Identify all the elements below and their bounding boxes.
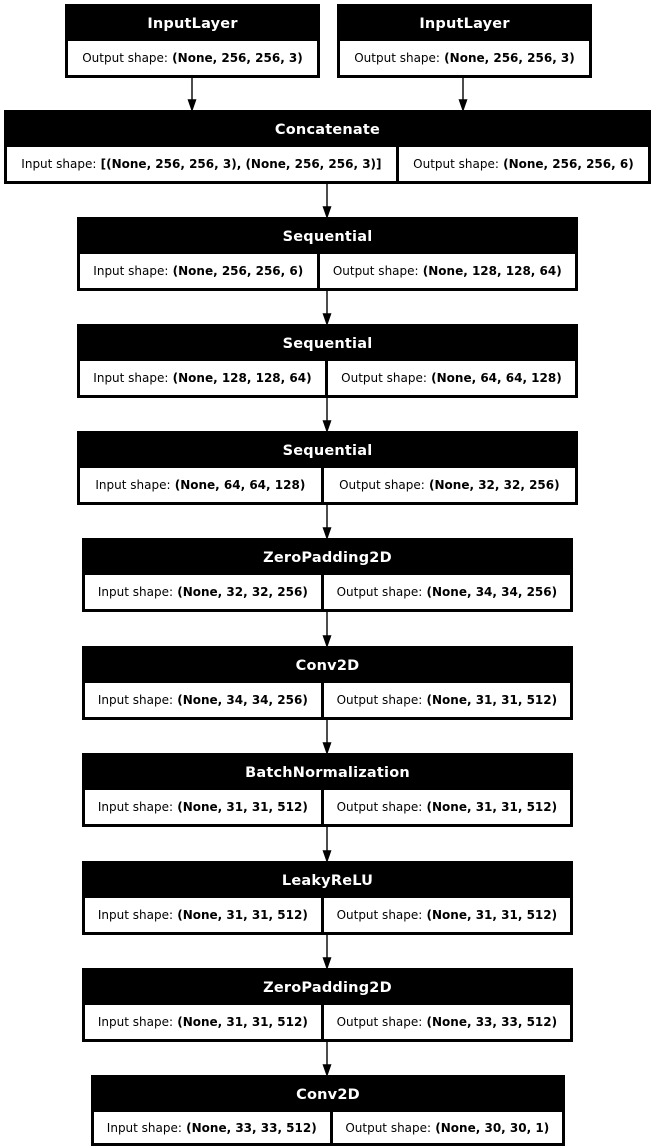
shape-value: (None, 31, 31, 512) xyxy=(426,693,558,707)
shape-value: (None, 31, 31, 512) xyxy=(426,908,558,922)
input-shape-cell xyxy=(7,147,396,181)
layer-title: Conv2D xyxy=(295,658,360,674)
shape-value: (None, 32, 32, 256) xyxy=(177,585,308,599)
shape-value: (None, 256, 256, 6) xyxy=(503,157,634,171)
output-shape-cell xyxy=(328,361,575,395)
node-sequential-2 xyxy=(77,324,578,398)
shape-label: Input shape: xyxy=(97,693,174,707)
node-inputlayer-1 xyxy=(65,4,320,78)
node-conv2d-1 xyxy=(82,646,573,720)
input-shape-cell xyxy=(85,683,321,717)
output-shape-cell xyxy=(320,254,576,288)
layer-title: Conv2D xyxy=(296,1087,360,1103)
shape-value: (None, 256, 256, 6) xyxy=(172,264,304,278)
output-shape-cell xyxy=(333,1112,562,1143)
shape-label: Output shape: xyxy=(336,693,423,707)
shape-value: (None, 64, 64, 128) xyxy=(431,371,562,385)
shape-label: Output shape: xyxy=(354,51,440,65)
layer-title: Sequential xyxy=(282,336,373,352)
layer-title: InputLayer xyxy=(419,16,510,32)
shape-value: (None, 256, 256, 3) xyxy=(172,51,303,65)
input-shape-cell xyxy=(80,361,325,395)
shape-value: (None, 31, 31, 512) xyxy=(426,800,558,814)
input-shape-cell xyxy=(85,898,321,932)
output-shape-cell xyxy=(324,898,570,932)
input-shape-cell xyxy=(85,1005,321,1039)
shape-value: (None, 31, 31, 512) xyxy=(177,800,308,814)
node-zeropadding2d-2 xyxy=(82,968,573,1042)
layer-title: Concatenate xyxy=(274,122,381,138)
shape-value: (None, 32, 32, 256) xyxy=(429,478,560,492)
shape-value: (None, 128, 128, 64) xyxy=(172,371,312,385)
layer-title: Sequential xyxy=(282,443,373,459)
layer-title: ZeroPadding2D xyxy=(263,980,392,996)
shape-label: Output shape: xyxy=(82,51,168,65)
output-shape-cell xyxy=(340,41,589,75)
shape-value: (None, 30, 30, 1) xyxy=(435,1120,550,1135)
layer-title: Sequential xyxy=(282,229,373,245)
shape-label: Input shape: xyxy=(97,585,174,599)
output-shape-cell xyxy=(68,41,317,75)
shape-value: [(None, 256, 256, 3), (None, 256, 256, 3)] xyxy=(100,157,382,171)
shape-value: (None, 64, 64, 128) xyxy=(174,478,306,492)
input-shape-cell xyxy=(85,575,321,609)
shape-label: Input shape: xyxy=(106,1120,182,1135)
layer-title: InputLayer xyxy=(147,16,238,32)
shape-label: Input shape: xyxy=(93,264,169,278)
shape-value: (None, 256, 256, 3) xyxy=(444,51,575,65)
input-shape-cell xyxy=(94,1112,330,1143)
output-shape-cell xyxy=(324,468,575,502)
output-shape-cell xyxy=(324,575,570,609)
shape-label: Input shape: xyxy=(97,908,174,922)
shape-value: (None, 31, 31, 512) xyxy=(177,908,308,922)
input-shape-cell xyxy=(85,790,321,824)
shape-label: Input shape: xyxy=(97,800,174,814)
shape-label: Input shape: xyxy=(97,1015,174,1029)
shape-value: (None, 34, 34, 256) xyxy=(426,585,558,599)
shape-label: Input shape: xyxy=(93,371,169,385)
layer-title: BatchNormalization xyxy=(245,765,410,781)
layer-title: LeakyReLU xyxy=(281,873,374,889)
node-conv2d-2 xyxy=(91,1075,565,1146)
output-shape-cell xyxy=(324,1005,570,1039)
shape-value: (None, 33, 33, 512) xyxy=(426,1015,558,1029)
input-shape-cell xyxy=(80,254,317,288)
shape-label: Output shape: xyxy=(336,800,423,814)
input-shape-cell xyxy=(80,468,321,502)
shape-label: Output shape: xyxy=(413,157,499,171)
shape-label: Output shape: xyxy=(336,1015,423,1029)
node-concatenate xyxy=(4,110,651,184)
output-shape-cell xyxy=(399,147,648,181)
shape-label: Output shape: xyxy=(339,478,425,492)
layer-title: ZeroPadding2D xyxy=(263,550,392,566)
node-zeropadding2d-1 xyxy=(82,538,573,612)
shape-value: (None, 31, 31, 512) xyxy=(177,1015,308,1029)
node-batchnormalization xyxy=(82,753,573,827)
shape-value: (None, 34, 34, 256) xyxy=(177,693,308,707)
shape-label: Input shape: xyxy=(21,157,97,171)
shape-value: (None, 128, 128, 64) xyxy=(422,264,562,278)
shape-label: Output shape: xyxy=(345,1120,432,1135)
shape-label: Output shape: xyxy=(336,585,423,599)
output-shape-cell xyxy=(324,790,570,824)
shape-label: Input shape: xyxy=(95,478,171,492)
node-sequential-1 xyxy=(77,217,578,291)
shape-label: Output shape: xyxy=(332,264,419,278)
node-inputlayer-2 xyxy=(337,4,592,78)
shape-label: Output shape: xyxy=(341,371,427,385)
node-sequential-3 xyxy=(77,431,578,505)
output-shape-cell xyxy=(324,683,570,717)
shape-value: (None, 33, 33, 512) xyxy=(186,1120,317,1135)
shape-label: Output shape: xyxy=(336,908,423,922)
node-leakyrelu xyxy=(82,861,573,935)
